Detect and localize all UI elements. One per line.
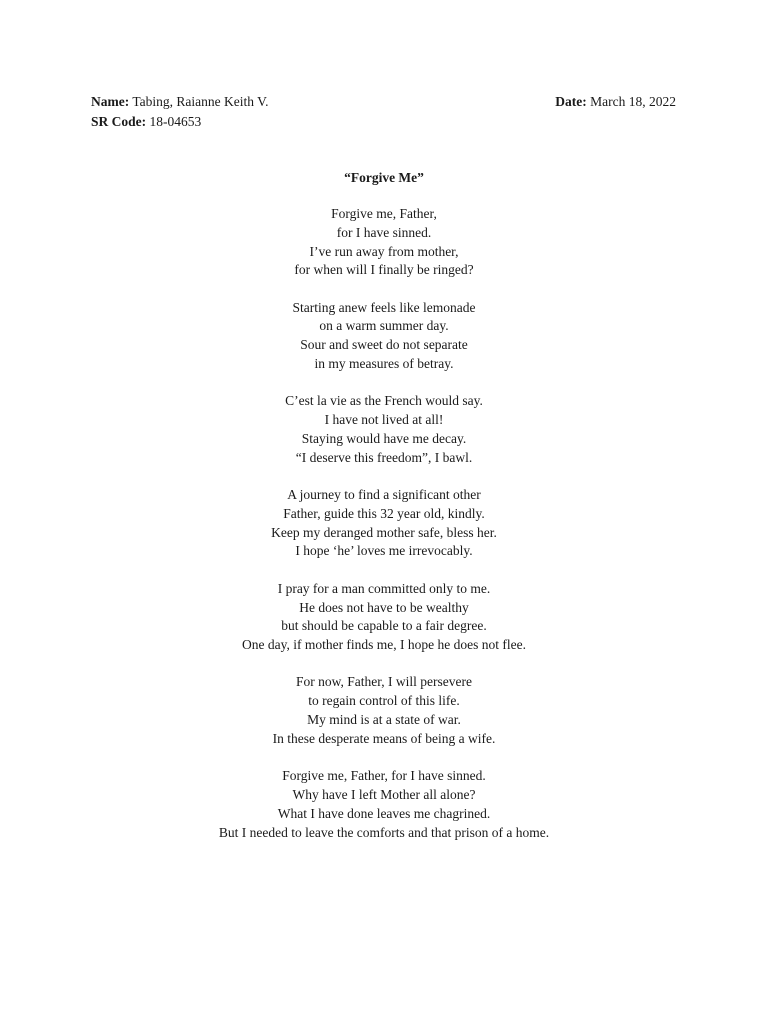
poem-title: “Forgive Me” (344, 170, 424, 185)
poem-line: He does not have to be wealthy (299, 599, 469, 615)
poem-line: C’est la vie as the French would say. (285, 393, 483, 409)
poem-line: Keep my deranged mother safe, bless her. (271, 524, 497, 540)
poem-line: For now, Father, I will persevere (296, 674, 472, 690)
poem-line: to regain control of this life. (308, 693, 460, 709)
poem-stanza (0, 673, 768, 748)
date-value: March 18, 2022 (590, 94, 676, 109)
poem-line: Forgive me, Father, for I have sinned. (282, 768, 486, 784)
name-value: Tabing, Raianne Keith V. (132, 94, 269, 109)
poem-line: in my measures of betray. (314, 356, 454, 372)
poem-line: Why have I left Mother all alone? (292, 786, 476, 802)
poem-line: on a warm summer day. (319, 318, 449, 334)
poem-line: Sour and sweet do not separate (300, 337, 468, 353)
poem-line: A journey to find a significant other (287, 487, 481, 503)
poem-line: One day, if mother finds me, I hope he does not flee. (241, 637, 527, 653)
poem-stanza (0, 486, 768, 561)
poem-line: I hope ‘he’ loves me irrevocably. (295, 543, 473, 559)
poem-line: Forgive me, Father, (331, 206, 437, 221)
poem-line: Father, guide this 32 year old, kindly. (283, 505, 485, 521)
poem-line: but should be capable to a fair degree. (281, 618, 487, 634)
date-label: Date: (555, 94, 587, 109)
poem-stanza (0, 205, 768, 280)
poem-line: I have not lived at all! (324, 412, 444, 428)
poem-line: Staying would have me decay. (301, 430, 467, 446)
poem-line: for I have sinned. (336, 224, 432, 240)
poem-line: What I have done leaves me chagrined. (277, 805, 491, 821)
poem-line: My mind is at a state of war. (307, 712, 461, 728)
name-row (91, 92, 269, 112)
poem-line: Starting anew feels like lemonade (292, 299, 476, 315)
date-row (555, 92, 676, 112)
header-right (555, 92, 676, 112)
poem-line: But I needed to leave the comforts and that prison of a home. (218, 824, 550, 840)
sr-code-row (91, 112, 269, 132)
poem-line: I’ve run away from mother, (309, 243, 459, 259)
header-left (91, 92, 269, 131)
poem-line: “I deserve this freedom”, I bawl. (295, 449, 473, 465)
poem-stanza (0, 299, 768, 374)
poem-line: for when will I finally be ringed? (294, 262, 474, 278)
poem-line: I pray for a man committed only to me. (277, 580, 491, 596)
name-label: Name: (91, 94, 130, 109)
sr-code-label: SR Code: (91, 113, 147, 129)
poem-body (0, 205, 768, 861)
poem-stanza (0, 392, 768, 467)
poem-stanza (0, 580, 768, 655)
poem-line: In these desperate means of being a wife. (272, 730, 496, 746)
poem-stanza (0, 767, 768, 842)
sr-code-value: 18-04653 (149, 113, 202, 129)
